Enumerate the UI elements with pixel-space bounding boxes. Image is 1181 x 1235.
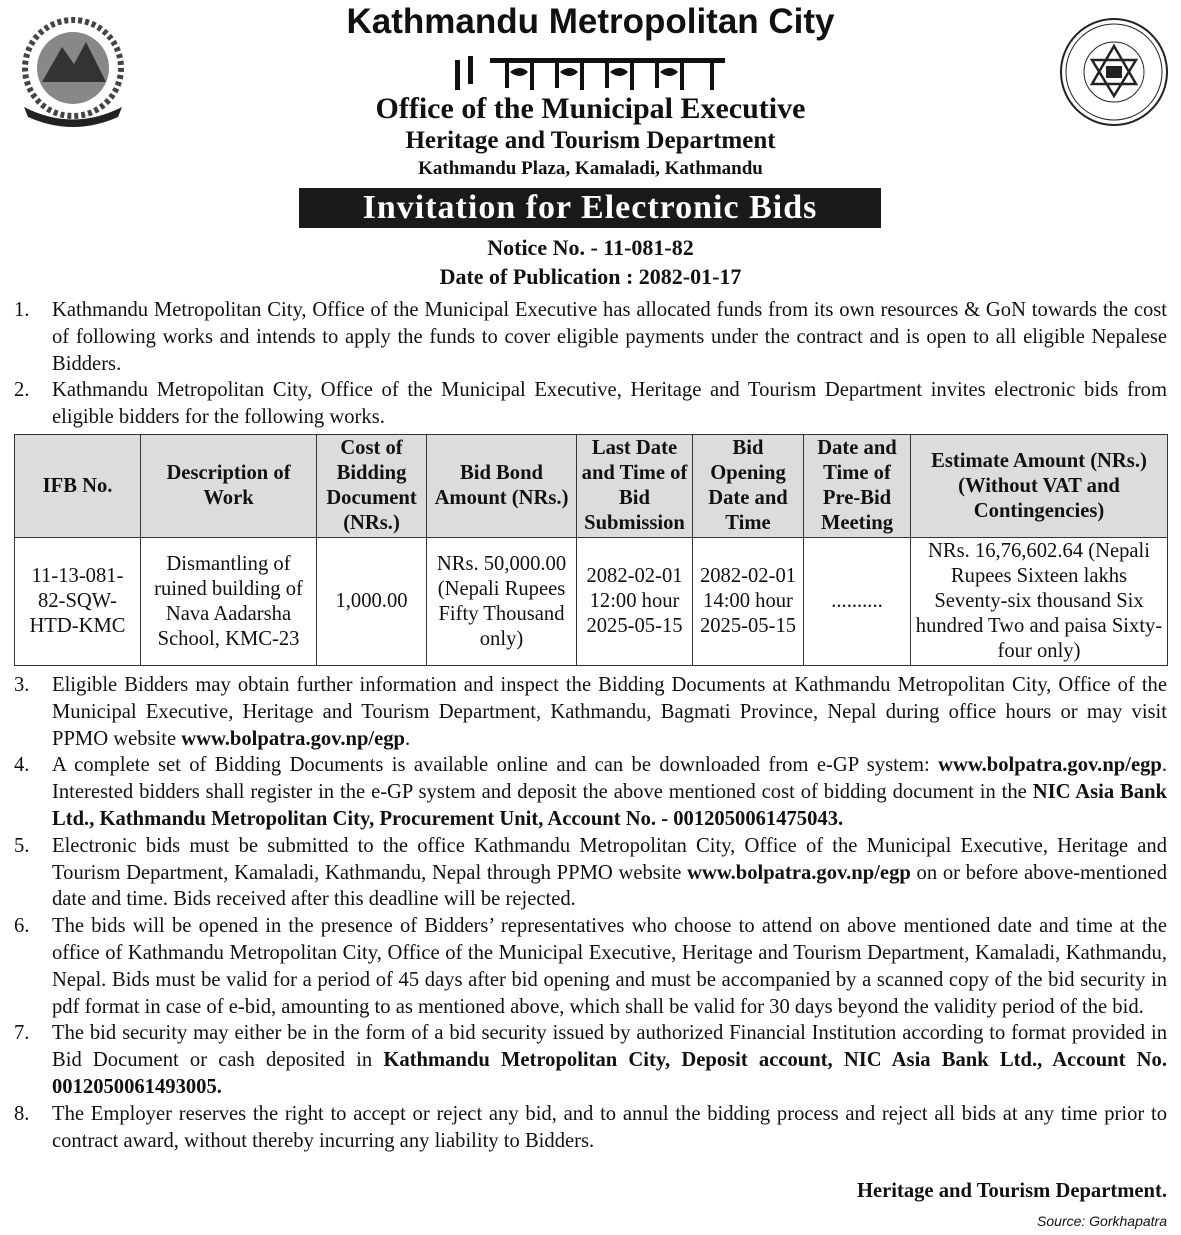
paragraph-text: Electronic bids must be submitted to the office Kathmandu Metropolitan City, Office of the Municipal Executive, Heritage and Tourism Department, Kamaladi, Kathmandu, Nepal through PPMO website xyxy=(52,834,1167,884)
address: Kathmandu Plaza, Kamaladi, Kathmandu xyxy=(418,158,763,179)
department-name: Heritage and Tourism Department xyxy=(405,127,776,154)
numbered-paragraph xyxy=(14,672,1167,752)
cell-opening-date: 2082-02-01 14:00 hour 2025-05-15 xyxy=(693,538,804,666)
paragraph-text: . Interested bidders shall register in the e-GP system and deposit the above mentioned cost of bidding document in the xyxy=(52,754,1167,804)
header-bid-bond: Bid Bond Amount (NRs.) xyxy=(427,435,577,538)
notice-banner: Invitation for Electronic Bids xyxy=(299,188,881,228)
header-estimate: Estimate Amount (NRs.) (Without VAT and Contingencies) xyxy=(911,435,1168,538)
header-last-date: Last Date and Time of Bid Submission xyxy=(577,435,693,538)
header-description: Description of Work xyxy=(141,435,317,538)
paragraphs-before-table xyxy=(14,297,1167,431)
nepali-city-name-logo xyxy=(450,52,730,92)
paragraph-text: . xyxy=(405,727,411,750)
cell-ifb-no: 11-13-081-82-SQW-HTD-KMC xyxy=(15,538,141,666)
header-ifb-no: IFB No. xyxy=(15,435,141,538)
numbered-paragraph xyxy=(14,297,1167,377)
header-cost: Cost of Bidding Document (NRs.) xyxy=(317,435,427,538)
paragraph-text: The bid security may either be in the form of a bid security issued by authorized Financial Institution according to format provided in Bid Document or cash deposited in xyxy=(52,1022,1167,1072)
table-row xyxy=(15,538,1168,666)
numbered-paragraph xyxy=(14,752,1167,832)
numbered-paragraph xyxy=(14,377,1167,431)
paragraph-bold-text: www.bolpatra.gov.np/egp xyxy=(938,754,1162,777)
publication-date: Date of Publication : 2082-01-17 xyxy=(439,264,742,289)
numbered-paragraph xyxy=(14,1020,1167,1100)
paragraph-bold-text: www.bolpatra.gov.np/egp xyxy=(687,861,911,884)
paragraph-number: 8. xyxy=(14,1102,30,1125)
bid-table xyxy=(14,434,1168,666)
cell-pre-bid: .......... xyxy=(804,538,911,666)
paragraph-number: 1. xyxy=(14,299,30,321)
header-pre-bid: Date and Time of Pre-Bid Meeting xyxy=(804,435,911,538)
paragraphs-after-table xyxy=(14,672,1167,1154)
source-credit: Source: Gorkhapatra xyxy=(1037,1213,1167,1229)
paragraph-number: 2. xyxy=(14,379,30,402)
paragraph-number: 5. xyxy=(14,834,30,857)
paragraph-text: on or before above-mentioned date and time. Bids received after this deadline will be rejected. xyxy=(52,861,1167,911)
paragraph-bold-text: NIC Asia Bank Ltd., Kathmandu Metropolitan City, Procurement Unit, Account No. - 0012050061475043. xyxy=(52,781,1167,830)
paragraph-bold-text: Kathmandu Metropolitan City, Deposit account, NIC Asia Bank Ltd., Account No. 0012050061493005. xyxy=(52,1049,1167,1098)
paragraph-number: 4. xyxy=(14,754,30,777)
paragraph-number: 7. xyxy=(14,1022,30,1045)
cell-description: Dismantling of ruined building of Nava Aadarsha School, KMC-23 xyxy=(141,538,317,666)
paragraph-number: 3. xyxy=(14,674,30,696)
page-title: Kathmandu Metropolitan City xyxy=(346,2,835,41)
paragraph-text: Kathmandu Metropolitan City, Office of the Municipal Executive has allocated funds from its own resources & GoN towards the cost of following works and intends to apply the funds to cover eligible payments under the contract and is open to all eligible Nepalese Bidders. xyxy=(52,299,1167,375)
notice-number: Notice No. - 11-081-82 xyxy=(487,235,694,260)
paragraph-text: Eligible Bidders may obtain further information and inspect the Bidding Documents at Kathmandu Metropolitan City, Office of the Municipal Executive, Heritage and Tourism Department, Kathmandu, Bagmati Province, Nepal during office hours or may visit PPMO website xyxy=(52,674,1167,750)
paragraph-text: The Employer reserves the right to accept or reject any bid, and to annul the bidding process and reject all bids at any time prior to contract award, without thereby incurring any liability to Bidders. xyxy=(52,1102,1167,1152)
paragraph-number: 6. xyxy=(14,915,30,938)
cell-last-date: 2082-02-01 12:00 hour 2025-05-15 xyxy=(577,538,693,666)
office-name: Office of the Municipal Executive xyxy=(375,92,806,125)
paragraph-text: Kathmandu Metropolitan City, Office of the Municipal Executive, Heritage and Tourism Department invites electronic bids from eligible bidders for the following works. xyxy=(52,379,1167,429)
numbered-paragraph xyxy=(14,1101,1167,1155)
signature: Heritage and Tourism Department. xyxy=(856,1180,1167,1202)
paragraph-text: The bids will be opened in the presence of Bidders’ representatives who choose to attend on above mentioned date and time at the office of Kathmandu Metropolitan City, Office of the Municipal Executive, Heritage and Tourism Department, Kamaladi, Kathmandu, Nepal. Bids must be valid for a period of 45 days after bid opening and must be accompanied by a scanned copy of the bid security in pdf format in case of e-bid, amounting to as mentioned above, which shall be valid for 30 days beyond the validity period of the bid. xyxy=(52,915,1167,1018)
paragraph-text: A complete set of Bidding Documents is available online and can be downloaded from e-GP system: xyxy=(52,754,939,777)
cell-estimate: NRs. 16,76,602.64 (Nepali Rupees Sixteen lakhs Seventy-six thousand Six hundred Two and paisa Sixty-four only) xyxy=(911,538,1168,666)
numbered-paragraph xyxy=(14,833,1167,913)
cell-bid-bond: NRs. 50,000.00 (Nepali Rupees Fifty Thousand only) xyxy=(427,538,577,666)
table-header-row xyxy=(15,435,1168,538)
cell-cost: 1,000.00 xyxy=(317,538,427,666)
header-opening-date: Bid Opening Date and Time xyxy=(693,435,804,538)
paragraph-bold-text: www.bolpatra.gov.np/egp xyxy=(181,727,406,750)
numbered-paragraph xyxy=(14,913,1167,1020)
